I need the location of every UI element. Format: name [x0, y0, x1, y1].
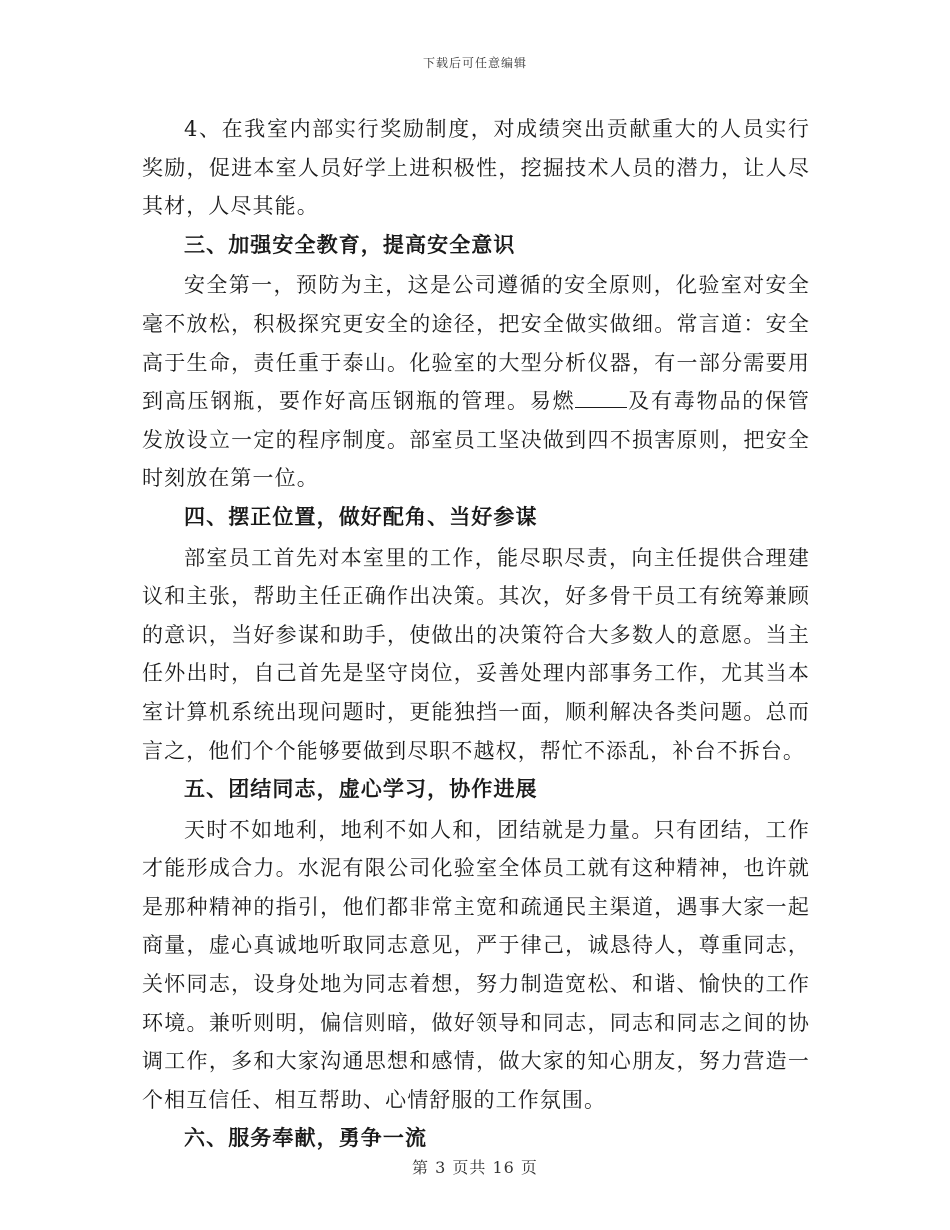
fill-in-blank — [575, 389, 627, 408]
paragraph-unity: 天时不如地利，地利不如人和，团结就是力量。只有团结，工作才能形成合力。水泥有限公司化验室全体员工就有这种精神，也许就是那种精神的指引，他们都非常主宽和疏通民主渠道，遇事大家一起商量，虚心真诚地听取同志意见，严于律己，诚恳待人，尊重同志，关怀同志，设身处地为同志着想，努力制造宽松、和谐、愉快的工作环境。兼听则明，偏信则暗，做好领导和同志，同志和同志之间的协调工作，多和大家沟通思想和感情，做大家的知心朋友，努力营造一个相互信任、相互帮助、心情舒服的工作氛围。 — [142, 817, 810, 1112]
page-header: 下载后可任意编辑 — [422, 56, 527, 70]
paragraph-safety-part1: 安全第一，预防为主，这是公司遵循的安全原则，化验室对安全毫不放松，积极探究更安全的途径，把安全做实做细。常言道：安全高于生命，责任重于泰山。化验室的大型分析仪器，有一部分需要用到高压钢瓶，要作好高压钢瓶的管理。易燃 — [142, 273, 810, 414]
paragraph-reward-system: 4、在我室内部实行奖励制度，对成绩突出贡献重大的人员实行奖励，促进本室人员好学上进积极性，挖掘技术人员的潜力，让人尽其材，人尽其能。 — [142, 117, 810, 219]
page-footer: 第 3 页共 16 页 — [412, 1158, 538, 1177]
section-heading-position: 四、摆正位置，做好配角、当好参谋 — [184, 504, 538, 529]
paragraph-position: 部室员工首先对本室里的工作，能尽职尽责，向主任提供合理建议和主张，帮助主任正确作出决策。其次，好多骨干员工有统筹兼顾的意识，当好参谋和助手，使做出的决策符合大多数人的意愿。当主任外出时，自己首先是坚守岗位，妥善处理内部事务工作，尤其当本室计算机系统出现问题时，更能独挡一面，顺利解决各类问题。总而言之，他们个个能够要做到尽职不越权，帮忙不添乱，补台不拆台。 — [142, 545, 810, 763]
section-heading-unity: 五、团结同志，虚心学习，协作进展 — [184, 777, 538, 802]
section-heading-service: 六、服务奉献，勇争一流 — [184, 1126, 428, 1151]
paragraph-safety — [142, 266, 810, 498]
document-body — [142, 110, 810, 1160]
section-heading-safety: 三、加强安全教育，提高安全意识 — [184, 232, 516, 257]
paragraph-safety-part2: 及有毒物品的保管发放设立一定的程序制度。部室员工坚决做到四不损害原则，把安全时刻放在第一位。 — [142, 389, 810, 491]
